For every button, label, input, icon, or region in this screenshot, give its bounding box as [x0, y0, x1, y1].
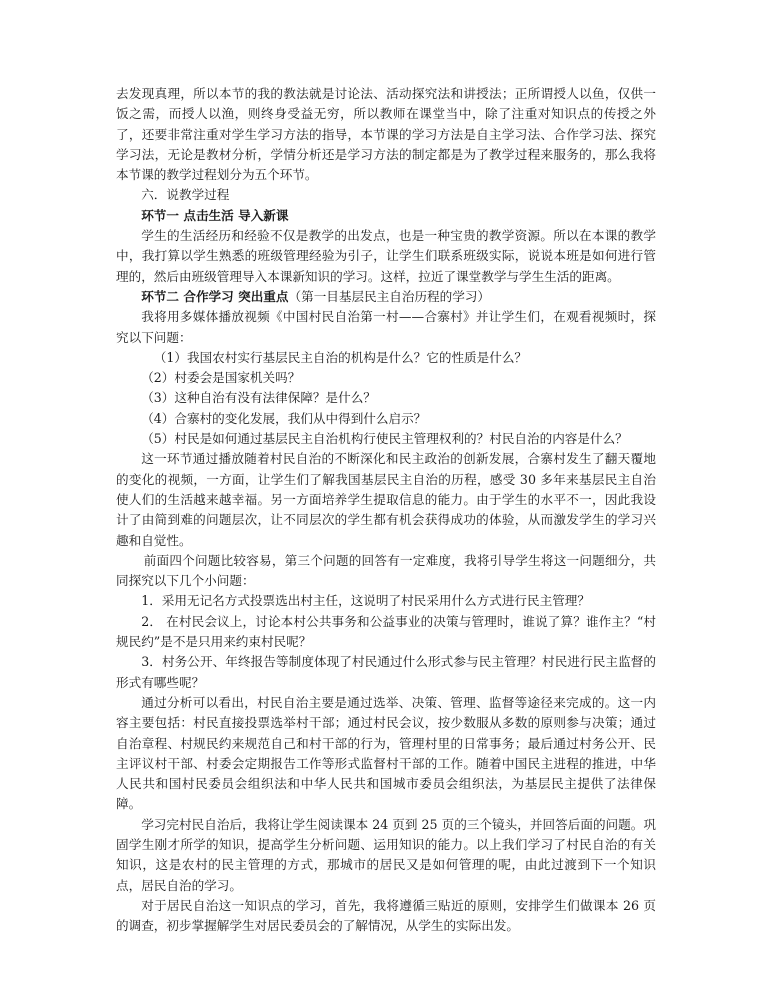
step2-paragraph-2: 这一环节通过播放随着村民自治的不断深化和民主政治的创新发展，合寨村发生了翻天覆地的变化的视频，一方面，让学生们了解我国基层民主自治的历程，感受 30 多年来基层民主自治使人们的生活越来越幸福。另一方面培养学生提取信息的能力。由于学生的水平不一，因此我设计了由简到难的问题层次，让不同层次的学生都有机会获得成功的体验，从而激发学生的学习兴趣和自觉性。 [116, 451, 656, 548]
document-page [116, 84, 656, 936]
step2-title-note: （第一目基层民主自治历程的学习） [288, 288, 490, 304]
sub-question-item: 1．采用无记名方式投票选出村主任，这说明了村民采用什么方式进行民主管理？ [141, 593, 590, 609]
step2-paragraph: 我将用多媒体播放视频《中国村民自治第一村——合寨村》并让学生们，在观看视频时，探究以下问题： [116, 309, 656, 345]
step2-paragraph-6: 对于居民自治这一知识点的学习，首先，我将遵循三贴近的原则，安排学生们做课本 26 页的调查，初步掌握解学生对居民委员会的了解情况，从学生的实际出发。 [116, 897, 656, 934]
step2-title [116, 287, 656, 307]
step2-paragraph-5: 学习完村民自治后，我将让学生阅读课本 24 页到 25 页的三个镜头，并回答后面的问题。巩固学生刚才所学的知识，提高学生分析问题、运用知识的能力。以上我们学习了村民自治的有关知识，这是农村的民主管理的方式，那城市的居民又是如何管理的呢，由此过渡到下一个知识点，居民自治的学习。 [116, 816, 656, 893]
step2-paragraph-4: 通过分析可以看出，村民自治主要是通过选举、决策、管理、监督等途径来完成的。这一内容主要包括：村民直接投票选举村干部；通过村民会议，按少数服从多数的原则参与决策；通过自治章程、村规民约来规范自己和村干部的行为，管理村里的日常事务；最后通过村务公开、民主评议村干部、村委会定期报告工作等形式监督村干部的工作。随着中国民主进程的推进，中华人民共和国村民委员会组织法和中华人民共和国城市委员会组织法，为基层民主提供了法律保障。 [116, 694, 656, 812]
question-item: （3）这种自治有没有法律保障？是什么？ [141, 390, 376, 406]
question-item: （5）村民是如何通过基层民主自治机构行使民主管理权利的？村民自治的内容是什么？ [141, 431, 628, 447]
step1-title-text: 环节一 点击生活 导入新课 [141, 207, 289, 223]
intro-paragraph: 去发现真理，所以本节的我的教法就是讨论法、活动探究法和讲授法；正所谓授人以鱼，仅供一饭之需，而授人以渔，则终身受益无穷，所以教师在课堂当中，除了注重对知识点的传授之外了，还要非常注重对学生学习方法的指导，本节课的学习方法是自主学习法、合作学习法、探究学习法，无论是教材分析，学情分析还是学习方法的制定都是为了教学过程来服务的，那么我将本节课的教学过程划分为五个环节。 [116, 86, 656, 183]
step2-paragraph-3: 前面四个问题比较容易，第三个问题的回答有一定难度，我将引导学生将这一问题细分，共同探究以下几个小问题： [116, 552, 656, 589]
question-item: （2）村委会是国家机关吗？ [141, 370, 301, 386]
section-six-title: 六．说教学过程 [141, 187, 230, 203]
sub-question-item: 3．村务公开、年终报告等制度体现了村民通过什么形式参与民主管理？村民进行民主监督的形式有哪些呢？ [116, 654, 656, 690]
question-item: （1）我国农村实行基层民主自治的机构是什么？它的性质是什么？ [153, 349, 528, 365]
step1-title [116, 206, 656, 226]
step1-paragraph: 学生的生活经历和经验不仅是教学的出发点，也是一种宝贵的教学资源。所以在本课的教学中，我打算以学生熟悉的班级管理经验为引子，让学生们联系班级实际，说说本班是如何进行管理的，然后由班级管理导入本课新知识的学习。这样，拉近了课堂教学与学生生活的距离。 [116, 228, 656, 284]
sub-question-item: 2． 在村民会议上，讨论本村公共事务和公益事业的决策与管理时，谁说了算？谁作主？“村规民约”是不是只用来约束村民呢？ [116, 613, 656, 650]
question-item: （4）合寨村的变化发展，我们从中得到什么启示？ [141, 410, 427, 426]
step2-title-bold: 环节二 合作学习 突出重点 [141, 288, 289, 304]
